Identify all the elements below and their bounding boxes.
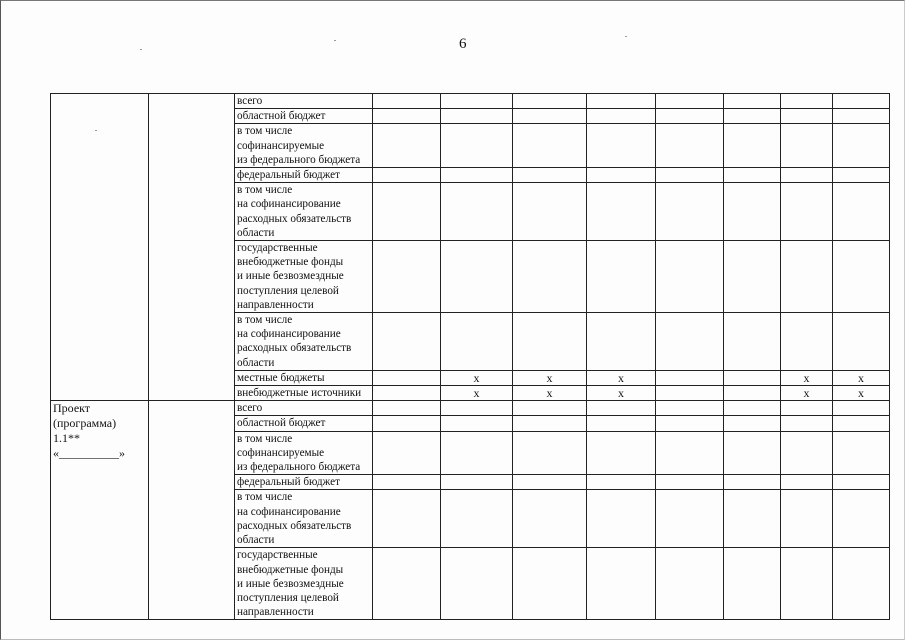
funding-source-label: областной бюджет xyxy=(235,416,373,431)
value-cell xyxy=(781,109,833,124)
value-cell xyxy=(513,313,587,371)
scan-speck xyxy=(625,36,627,37)
value-cell xyxy=(781,183,833,241)
table-row xyxy=(51,401,890,416)
value-cell xyxy=(833,241,890,313)
value-cell xyxy=(724,109,781,124)
value-cell xyxy=(724,168,781,183)
value-cell: x xyxy=(513,386,587,401)
value-cell xyxy=(373,94,441,109)
funding-source-label: в том числе на софинансирование расходных обязательств области xyxy=(235,313,373,371)
value-cell xyxy=(833,109,890,124)
value-cell xyxy=(656,109,724,124)
value-cell: x xyxy=(441,370,513,385)
value-cell xyxy=(441,183,513,241)
value-cell xyxy=(833,401,890,416)
value-cell xyxy=(587,94,656,109)
value-cell xyxy=(833,168,890,183)
value-cell xyxy=(587,313,656,371)
value-cell xyxy=(833,416,890,431)
value-cell xyxy=(724,94,781,109)
value-cell xyxy=(781,416,833,431)
value-cell xyxy=(833,183,890,241)
value-cell xyxy=(656,548,724,620)
value-cell xyxy=(656,401,724,416)
value-cell xyxy=(587,168,656,183)
value-cell xyxy=(513,109,587,124)
funding-source-label: в том числе на софинансирование расходных обязательств области xyxy=(235,183,373,241)
value-cell xyxy=(373,168,441,183)
value-cell xyxy=(441,109,513,124)
value-cell xyxy=(656,370,724,385)
value-cell xyxy=(781,401,833,416)
value-cell xyxy=(373,431,441,475)
value-cell xyxy=(373,490,441,548)
budget-table xyxy=(50,93,890,620)
value-cell: x xyxy=(587,386,656,401)
value-cell xyxy=(656,168,724,183)
value-cell xyxy=(587,416,656,431)
funding-source-label: федеральный бюджет xyxy=(235,168,373,183)
funding-source-label: государственные внебюджетные фонды и иные безвозмездные поступления целевой направленности xyxy=(235,241,373,313)
value-cell xyxy=(781,431,833,475)
value-cell xyxy=(833,548,890,620)
executor-cell xyxy=(149,94,235,401)
value-cell xyxy=(513,183,587,241)
value-cell xyxy=(781,241,833,313)
value-cell xyxy=(441,548,513,620)
value-cell: x xyxy=(781,370,833,385)
value-cell: x xyxy=(441,386,513,401)
value-cell xyxy=(373,241,441,313)
value-cell xyxy=(441,313,513,371)
value-cell xyxy=(781,475,833,490)
value-cell xyxy=(724,313,781,371)
value-cell: x xyxy=(833,386,890,401)
table-row xyxy=(51,94,890,109)
value-cell xyxy=(513,401,587,416)
value-cell xyxy=(373,109,441,124)
value-cell xyxy=(373,313,441,371)
funding-source-label: государственные внебюджетные фонды и иные безвозмездные поступления целевой направленности xyxy=(235,548,373,620)
value-cell xyxy=(441,94,513,109)
value-cell xyxy=(441,168,513,183)
project-name-cell xyxy=(51,94,149,401)
value-cell xyxy=(587,401,656,416)
value-cell xyxy=(833,431,890,475)
value-cell xyxy=(724,370,781,385)
value-cell xyxy=(441,416,513,431)
funding-source-label: всего xyxy=(235,401,373,416)
value-cell xyxy=(656,386,724,401)
value-cell xyxy=(373,370,441,385)
value-cell xyxy=(373,124,441,168)
value-cell xyxy=(781,313,833,371)
value-cell xyxy=(441,431,513,475)
funding-source-label: в том числе софинансируемые из федерального бюджета xyxy=(235,431,373,475)
value-cell xyxy=(656,94,724,109)
value-cell: x xyxy=(833,370,890,385)
value-cell xyxy=(513,548,587,620)
value-cell xyxy=(373,548,441,620)
value-cell xyxy=(833,490,890,548)
value-cell: x xyxy=(781,386,833,401)
value-cell xyxy=(373,386,441,401)
value-cell xyxy=(781,490,833,548)
value-cell xyxy=(656,475,724,490)
value-cell xyxy=(833,94,890,109)
value-cell xyxy=(833,313,890,371)
funding-source-label: всего xyxy=(235,94,373,109)
value-cell xyxy=(441,475,513,490)
value-cell xyxy=(724,183,781,241)
value-cell xyxy=(781,548,833,620)
value-cell xyxy=(513,124,587,168)
value-cell xyxy=(373,416,441,431)
value-cell xyxy=(833,475,890,490)
value-cell xyxy=(724,124,781,168)
value-cell xyxy=(781,124,833,168)
value-cell xyxy=(656,313,724,371)
value-cell xyxy=(724,548,781,620)
executor-cell xyxy=(149,401,235,620)
funding-source-label: внебюджетные источники xyxy=(235,386,373,401)
value-cell xyxy=(587,109,656,124)
funding-source-label: федеральный бюджет xyxy=(235,475,373,490)
value-cell xyxy=(513,431,587,475)
value-cell: x xyxy=(587,370,656,385)
funding-source-label: местные бюджеты xyxy=(235,370,373,385)
value-cell xyxy=(656,416,724,431)
funding-source-label: в том числе на софинансирование расходных обязательств области xyxy=(235,490,373,548)
value-cell xyxy=(724,401,781,416)
scan-speck xyxy=(334,40,336,41)
value-cell xyxy=(513,475,587,490)
page-number: 6 xyxy=(459,36,467,52)
value-cell xyxy=(587,124,656,168)
value-cell xyxy=(587,490,656,548)
value-cell xyxy=(441,124,513,168)
value-cell xyxy=(724,386,781,401)
value-cell xyxy=(656,490,724,548)
value-cell xyxy=(724,475,781,490)
value-cell xyxy=(441,490,513,548)
value-cell xyxy=(833,124,890,168)
value-cell xyxy=(513,94,587,109)
value-cell xyxy=(587,548,656,620)
value-cell xyxy=(513,241,587,313)
scan-speck xyxy=(95,130,97,131)
value-cell xyxy=(373,475,441,490)
value-cell xyxy=(656,124,724,168)
value-cell xyxy=(781,168,833,183)
value-cell xyxy=(513,416,587,431)
value-cell xyxy=(724,490,781,548)
value-cell xyxy=(513,168,587,183)
project-title: Проект (программа) 1.1** «__________» xyxy=(51,401,149,620)
value-cell xyxy=(587,241,656,313)
funding-source-label: в том числе софинансируемые из федерального бюджета xyxy=(235,124,373,168)
value-cell xyxy=(587,431,656,475)
scan-speck xyxy=(140,49,142,50)
value-cell xyxy=(373,183,441,241)
value-cell xyxy=(441,401,513,416)
value-cell xyxy=(724,431,781,475)
value-cell xyxy=(587,183,656,241)
value-cell xyxy=(656,183,724,241)
value-cell xyxy=(373,401,441,416)
value-cell xyxy=(724,416,781,431)
value-cell xyxy=(656,241,724,313)
value-cell xyxy=(781,94,833,109)
value-cell xyxy=(587,475,656,490)
value-cell xyxy=(724,241,781,313)
value-cell: x xyxy=(513,370,587,385)
value-cell xyxy=(441,241,513,313)
value-cell xyxy=(656,431,724,475)
funding-source-label: областной бюджет xyxy=(235,109,373,124)
value-cell xyxy=(513,490,587,548)
